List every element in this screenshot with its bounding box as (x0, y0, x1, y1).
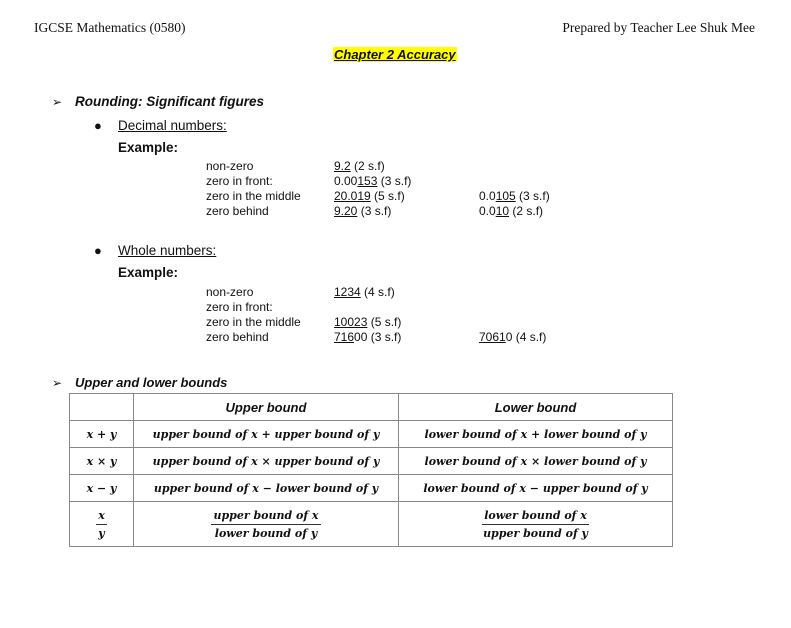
value-prefix: 0.00 (334, 174, 358, 188)
example-value (334, 159, 411, 174)
upper-cell: upper bound of x + upper bound of y (134, 421, 399, 448)
lower-cell: lower bound of x × lower bound of y (399, 448, 673, 475)
example-label: zero behind (206, 330, 269, 344)
bounds-table (69, 393, 673, 547)
op-cell (70, 502, 134, 547)
example-label: non-zero (206, 159, 254, 173)
value-suffix: (3 s.f) (377, 174, 412, 188)
example-value (479, 174, 550, 189)
example-value (334, 174, 411, 189)
lower-cell: lower bound of x + lower bound of y (399, 421, 673, 448)
significant-digits: 9.20 (334, 204, 358, 218)
significant-digits: 105 (495, 189, 516, 203)
upper-cell (134, 502, 399, 547)
header-author: Prepared by Teacher Lee Shuk Mee (562, 20, 755, 35)
bullet-icon: ● (94, 118, 102, 133)
value-prefix: 0.0 (479, 189, 496, 203)
table-row (70, 421, 673, 448)
whole-labels (206, 285, 301, 345)
upper-cell: upper bound of x − lower bound of y (134, 475, 399, 502)
denominator: upper bound of y (483, 526, 588, 540)
example-value (334, 300, 401, 315)
upper-cell: upper bound of x × upper bound of y (134, 448, 399, 475)
arrow-bullet-icon: ➢ (52, 95, 63, 109)
significant-digits: 7061 (479, 330, 506, 344)
value-suffix: (2 s.f) (509, 204, 544, 218)
decimal-label: Decimal numbers: (118, 118, 227, 133)
significant-digits: 1234 (334, 285, 361, 299)
whole-label: Whole numbers: (118, 243, 217, 258)
example-label: zero in the middle (206, 189, 301, 203)
arrow-bullet-icon: ➢ (52, 376, 63, 390)
whole-values-col2 (479, 285, 546, 345)
example-value (334, 204, 411, 219)
lower-cell: lower bound of x − upper bound of y (399, 475, 673, 502)
header-course: IGCSE Mathematics (0580) (34, 20, 186, 35)
header-cell (70, 394, 134, 421)
significant-digits: 10023 (334, 315, 368, 329)
table-row-division (70, 502, 673, 547)
header-cell: Lower bound (399, 394, 673, 421)
significant-digits: 716 (334, 330, 355, 344)
decimal-values-col2 (479, 159, 550, 219)
numerator: upper bound of x (211, 507, 320, 525)
chapter-title: Chapter 2 Accuracy (334, 47, 456, 62)
example-value (479, 189, 550, 204)
bullet-icon: ● (94, 243, 102, 258)
op-cell: x − y (70, 475, 134, 502)
value-suffix: (2 s.f) (350, 159, 385, 173)
example-label: zero in front: (206, 174, 273, 188)
example-label: non-zero (206, 285, 254, 299)
value-suffix: (3 s.f) (357, 204, 392, 218)
value-suffix: (3 s.f) (515, 189, 550, 203)
example-value (334, 330, 401, 345)
example-value (479, 285, 546, 300)
op-cell: x × y (70, 448, 134, 475)
decimal-labels (206, 159, 301, 219)
table-header-row (70, 394, 673, 421)
table-row (70, 475, 673, 502)
example-value (334, 285, 401, 300)
table-row (70, 448, 673, 475)
decimal-values-col1 (334, 159, 411, 219)
example-value (479, 300, 546, 315)
value-suffix: 00 (3 s.f) (354, 330, 402, 344)
value-prefix: 0.0 (479, 204, 496, 218)
numerator: lower bound of x (482, 507, 589, 525)
value-suffix: 0 (4 s.f) (505, 330, 547, 344)
numerator: x (96, 507, 107, 525)
op-cell: x + y (70, 421, 134, 448)
example-label: zero in front: (206, 300, 273, 314)
value-suffix: (5 s.f) (370, 189, 405, 203)
denominator: y (98, 526, 105, 540)
example-value (479, 315, 546, 330)
example-value (479, 159, 550, 174)
lower-cell (399, 502, 673, 547)
value-suffix: (5 s.f) (367, 315, 402, 329)
example-label: zero in the middle (206, 315, 301, 329)
example-value (479, 204, 550, 219)
significant-digits: 9.2 (334, 159, 351, 173)
bounds-heading: Upper and lower bounds (75, 375, 228, 390)
example-value (479, 330, 546, 345)
rounding-heading: Rounding: Significant figures (75, 94, 264, 109)
example-label: zero behind (206, 204, 269, 218)
whole-values-col1 (334, 285, 401, 345)
denominator: lower bound of y (214, 526, 318, 540)
whole-example-label: Example: (118, 265, 179, 280)
example-value (334, 189, 411, 204)
example-value (334, 315, 401, 330)
header-cell: Upper bound (134, 394, 399, 421)
significant-digits: 20.019 (334, 189, 371, 203)
significant-digits: 153 (357, 174, 378, 188)
value-suffix: (4 s.f) (360, 285, 395, 299)
decimal-example-label: Example: (118, 140, 179, 155)
significant-digits: 10 (495, 204, 510, 218)
